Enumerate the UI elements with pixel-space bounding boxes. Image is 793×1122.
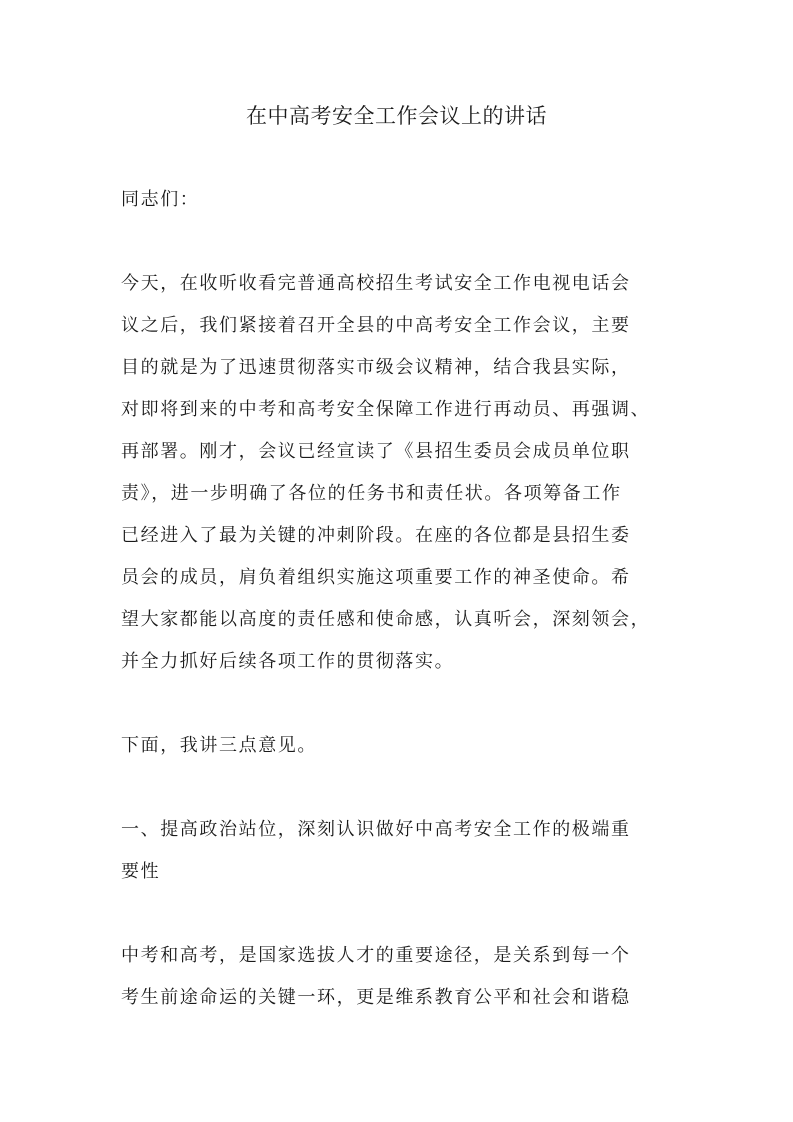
paragraph-1-line: 今天，在收听收看完普通高校招生考试安全工作电视电话会: [121, 273, 631, 294]
paragraph-1-line: 议之后，我们紧接着召开全县的中高考安全工作会议，主要: [121, 315, 631, 336]
paragraph-1-line: 已经进入了最为关键的冲刺阶段。在座的各位都是县招生委: [121, 525, 631, 546]
salutation: 同志们：: [121, 189, 200, 210]
paragraph-3-line: 考生前途命运的关键一环，更是维系教育公平和社会和谐稳: [121, 987, 631, 1008]
document-title: 在中高考安全工作会议上的讲话: [246, 104, 547, 128]
paragraph-1-line: 望大家都能以高度的责任感和使命感，认真听会，深刻领会，: [121, 609, 651, 630]
section-heading-line: 一、提高政治站位，深刻认识做好中高考安全工作的极端重: [121, 819, 631, 840]
paragraph-1-line: 目的就是为了迅速贯彻落实市级会议精神，结合我县实际，: [121, 357, 631, 378]
paragraph-1-line: 责》，进一步明确了各位的任务书和责任状。各项筹备工作: [121, 483, 622, 504]
paragraph-1-line: 对即将到来的中考和高考安全保障工作进行再动员、再强调、: [121, 399, 651, 420]
section-heading-line: 要性: [121, 861, 161, 882]
paragraph-3-line: 中考和高考，是国家选拔人才的重要途径，是关系到每一个: [121, 945, 631, 966]
paragraph-1-line: 员会的成员，肩负着组织实施这项重要工作的神圣使命。希: [121, 567, 631, 588]
paragraph-1-line: 再部署。刚才，会议已经宣读了《县招生委员会成员单位职: [121, 441, 631, 462]
paragraph-2: 下面，我讲三点意见。: [121, 735, 317, 756]
paragraph-1-line: 并全力抓好后续各项工作的贯彻落实。: [121, 651, 455, 672]
